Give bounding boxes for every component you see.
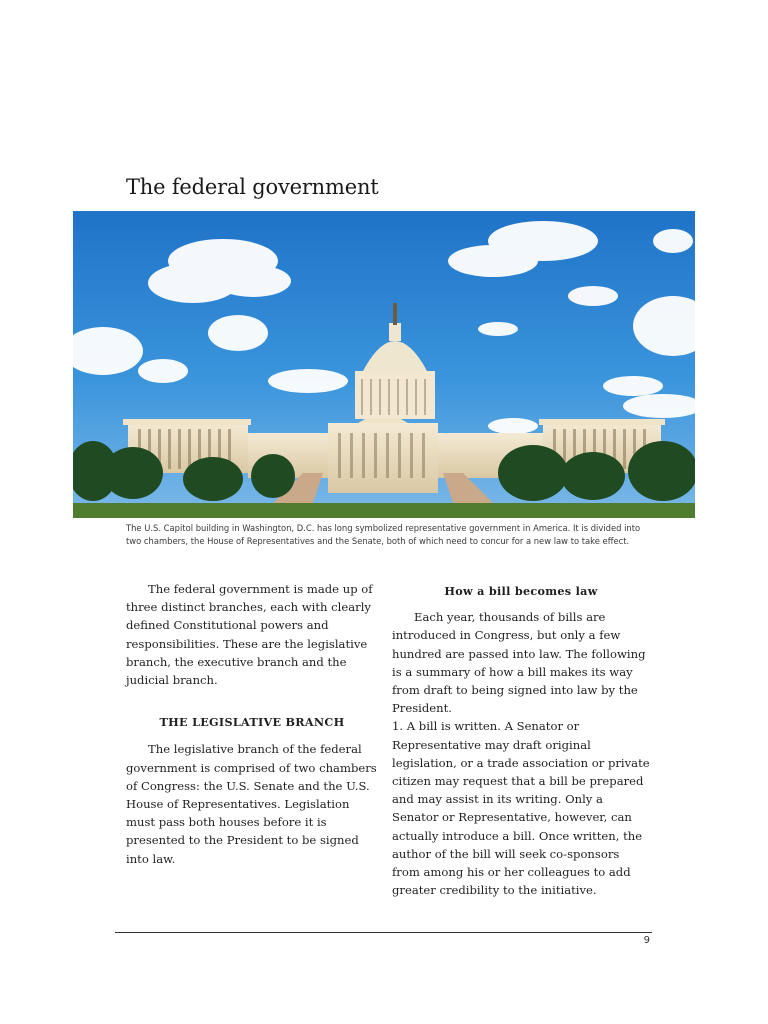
legislative-branch-paragraph: The legislative branch of the federal government is comprised of two chambers of Congress: the U.S. Senate and the U.S. House of Representatives. Legislation must pass both houses before it is presented to the President to be signed into law. bbox=[126, 742, 377, 866]
intro-paragraph: The federal government is made up of three distinct branches, each with clearly defined Constitutional powers and responsibilities. These are the legislative branch, the executive branch and the judicial branch. bbox=[126, 582, 373, 688]
bill-intro-paragraph: Each year, thousands of bills are introduced in Congress, but only a few hundred are passed into law. The following is a summary of how a bill makes its way from draft to being signed into law by the President. bbox=[392, 610, 646, 716]
legislative-branch-heading: THE LEGISLATIVE BRANCH bbox=[159, 715, 345, 730]
footer-rule bbox=[115, 932, 652, 933]
right-column bbox=[392, 580, 650, 899]
capitol-photo bbox=[73, 211, 695, 518]
page-number: 9 bbox=[643, 935, 650, 946]
bill-heading: How a bill becomes law bbox=[444, 584, 598, 598]
capitol-illustration bbox=[73, 211, 695, 518]
left-column bbox=[126, 580, 378, 868]
page-title: The federal government bbox=[126, 175, 379, 199]
photo-caption: The U.S. Capitol building in Washington, D.C. has long symbolized representative government in America. It is divided into two chambers, the House of Representatives and the Senate, both of which need to concur for a new law to take effect. bbox=[126, 523, 641, 546]
bill-step-1: 1. A bill is written. A Senator or Representative may draft original legislation, or a trade association or private citizen may request that a bill be prepared and may assist in its writing. Only a Senator or Representative, however, can actually introduce a bill. Once written, the author of the bill will seek co-sponsors from among his or her colleagues to add greater credibility to the initiative. bbox=[392, 719, 650, 898]
